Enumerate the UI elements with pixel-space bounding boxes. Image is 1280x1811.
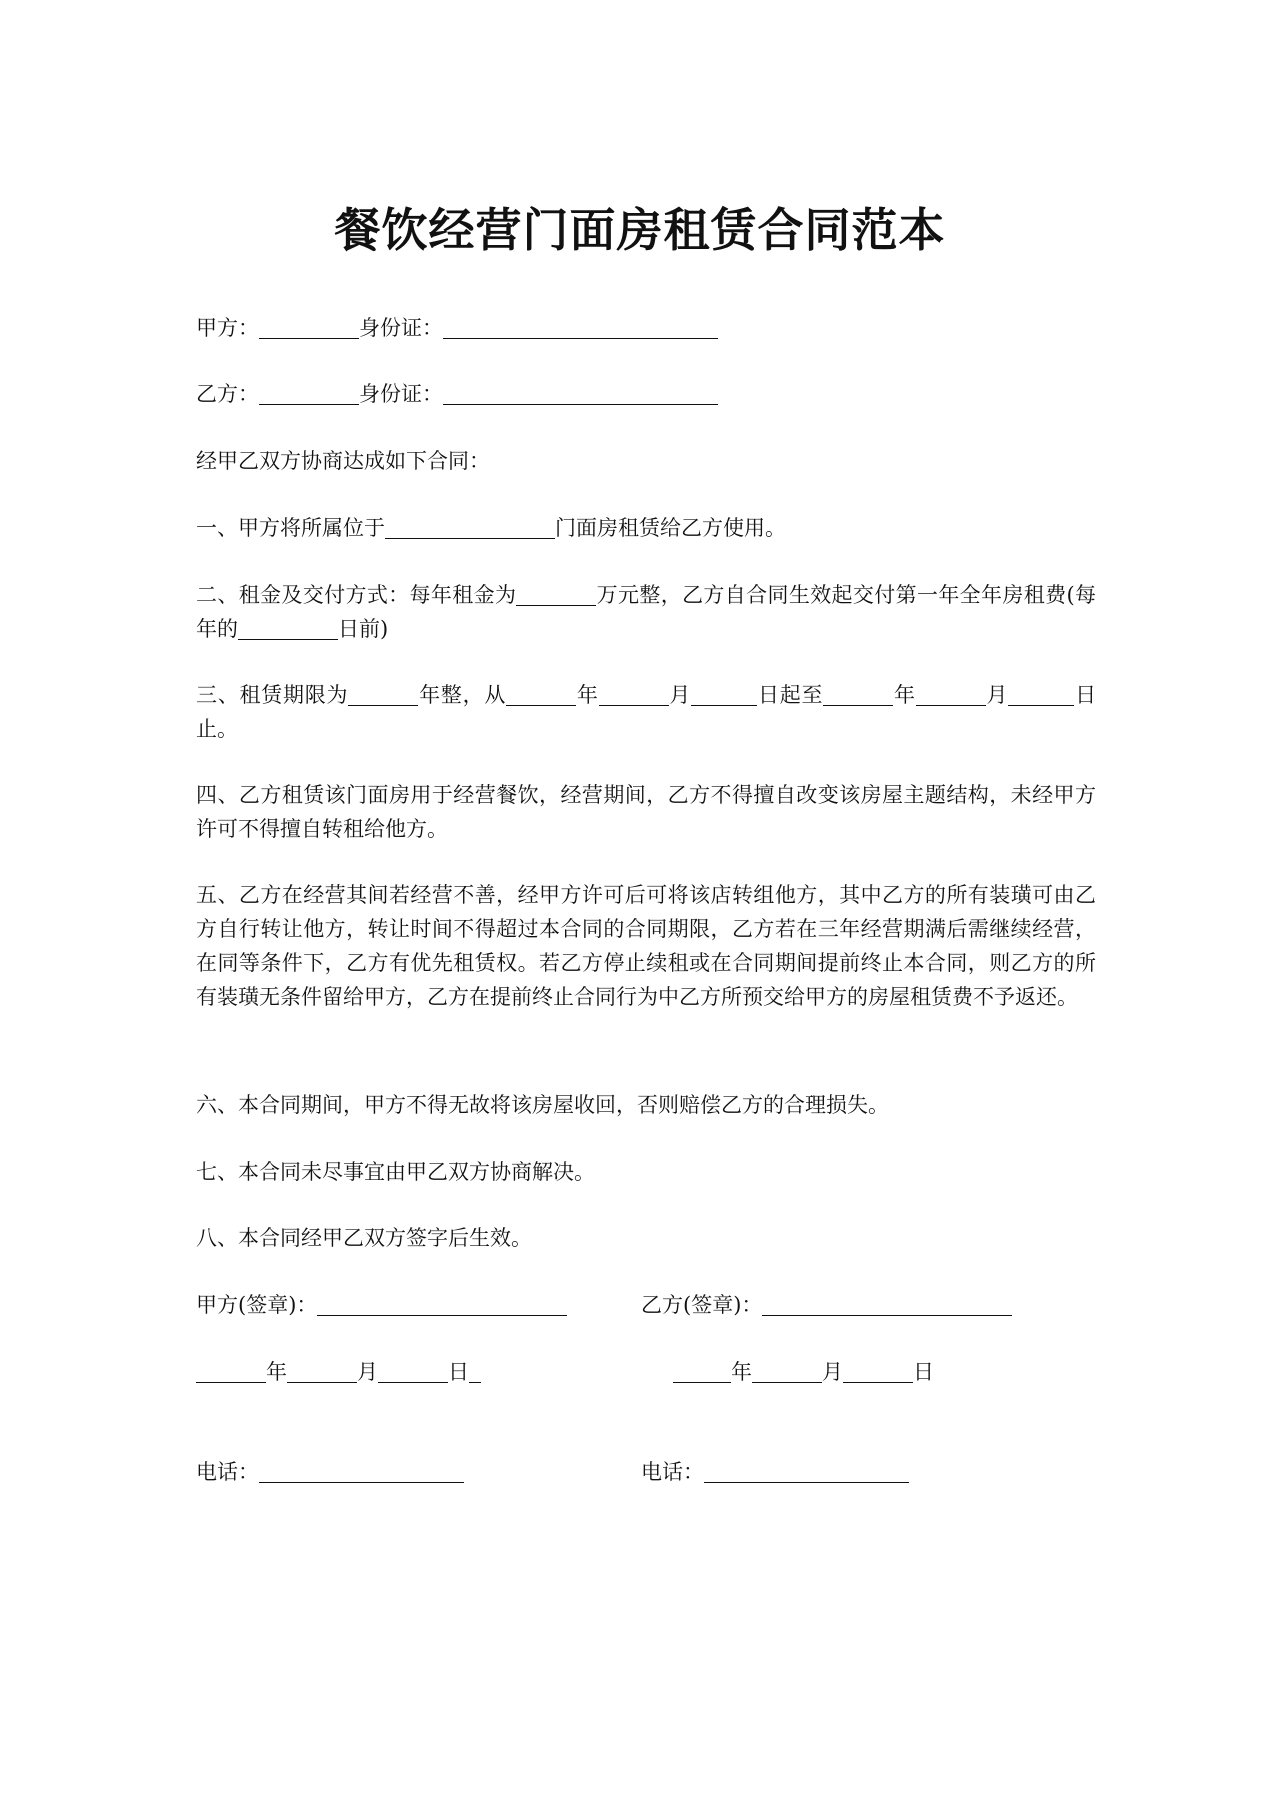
party-b-signature-label: 乙方(签章)： xyxy=(641,1293,763,1317)
party-a-date-year-label: 年 xyxy=(266,1360,287,1384)
party-a-date-day-field[interactable] xyxy=(378,1358,448,1383)
property-location-field[interactable] xyxy=(385,514,555,539)
clause-3-year: 年 xyxy=(576,683,599,707)
party-a-line xyxy=(196,311,718,345)
party-b-phone-field[interactable] xyxy=(704,1458,909,1483)
party-b-signature-field[interactable] xyxy=(762,1291,1012,1316)
party-a-label: 甲方： xyxy=(196,316,259,340)
party-b-name-field[interactable] xyxy=(259,380,359,405)
clause-2-part2: 万元整，乙方自合同生效起交付第一年全年房租费(每年的 xyxy=(196,583,1096,641)
party-b-phone-line xyxy=(641,1455,909,1489)
clause-3-month2: 月 xyxy=(985,683,1009,707)
end-day-field[interactable] xyxy=(1008,681,1074,706)
party-b-date-line xyxy=(673,1355,934,1389)
page-title: 餐饮经营门面房租赁合同范本 xyxy=(334,203,946,257)
clause-2 xyxy=(196,578,1096,646)
party-a-signature-label: 甲方(签章)： xyxy=(196,1293,318,1317)
clause-2-part1: 二、租金及交付方式：每年租金为 xyxy=(196,583,517,607)
party-b-date-day-label: 日 xyxy=(913,1360,934,1384)
party-b-id-field[interactable] xyxy=(443,380,718,405)
clause-7: 七、本合同未尽事宜由甲乙双方协商解决。 xyxy=(196,1160,595,1184)
clause-2-part3: 日前) xyxy=(338,617,389,641)
party-a-date-month-label: 月 xyxy=(357,1360,378,1384)
lease-years-field[interactable] xyxy=(348,681,418,706)
party-b-date-year-label: 年 xyxy=(731,1360,752,1384)
party-a-date-day-label: 日 xyxy=(448,1360,469,1384)
start-year-field[interactable] xyxy=(506,681,576,706)
clause-1-before: 一、甲方将所属位于 xyxy=(196,516,385,540)
party-b-date-month-label: 月 xyxy=(822,1360,843,1384)
party-a-phone-line xyxy=(196,1455,464,1489)
party-b-phone-label: 电话： xyxy=(641,1460,704,1484)
party-b-signature-line xyxy=(641,1288,1012,1322)
party-b-line xyxy=(196,377,718,411)
end-month-field[interactable] xyxy=(916,681,986,706)
clause-1 xyxy=(196,511,786,545)
party-a-phone-label: 电话： xyxy=(196,1460,259,1484)
clause-3-part1: 三、租赁期限为 xyxy=(196,683,349,707)
end-year-field[interactable] xyxy=(823,681,893,706)
party-a-name-field[interactable] xyxy=(259,314,359,339)
clause-3-part2: 年整，从 xyxy=(418,683,507,707)
trailing-underline xyxy=(469,1358,481,1383)
party-b-id-label: 身份证： xyxy=(359,382,443,406)
clause-8: 八、本合同经甲乙双方签字后生效。 xyxy=(196,1226,532,1250)
party-a-date-month-field[interactable] xyxy=(287,1358,357,1383)
party-a-signature-line xyxy=(196,1288,567,1322)
clause-3-year2: 年 xyxy=(893,683,916,707)
clause-6: 六、本合同期间，甲方不得无故将该房屋收回，否则赔偿乙方的合理损失。 xyxy=(196,1093,889,1117)
intro-text: 经甲乙双方协商达成如下合同： xyxy=(196,449,490,473)
party-b-date-month-field[interactable] xyxy=(752,1358,822,1383)
party-b-date-year-field[interactable] xyxy=(673,1358,731,1383)
party-a-phone-field[interactable] xyxy=(259,1458,464,1483)
payment-date-field[interactable] xyxy=(238,615,338,640)
party-a-date-year-field[interactable] xyxy=(196,1358,266,1383)
clause-3 xyxy=(196,678,1096,746)
clause-3-day-from: 日起至 xyxy=(757,683,824,707)
party-a-date-line xyxy=(196,1355,481,1389)
clause-4: 四、乙方租赁该门面房用于经营餐饮，经营期间，乙方不得擅自改变该房屋主题结构，未经甲方许可不得擅自转租给他方。 xyxy=(196,783,1096,841)
clause-3-month: 月 xyxy=(668,683,692,707)
start-day-field[interactable] xyxy=(691,681,757,706)
clause-5: 五、乙方在经营其间若经营不善，经甲方许可后可将该店转组他方，其中乙方的所有装璜可由乙方自行转让他方，转让时间不得超过本合同的合同期限，乙方若在三年经营期满后需继续经营，在同等条件下，乙方有优先租赁权。若乙方停止续租或在合同期间提前终止本合同，则乙方的所有装璜无条件留给甲方，乙方在提前终止合同行为中乙方所预交给甲方的房屋租赁费不予返还。 xyxy=(196,883,1096,1009)
party-a-id-field[interactable] xyxy=(443,314,718,339)
annual-rent-field[interactable] xyxy=(516,581,596,606)
party-b-label: 乙方： xyxy=(196,382,259,406)
clause-3-end: 日止。 xyxy=(196,683,1097,741)
start-month-field[interactable] xyxy=(599,681,669,706)
clause-1-after: 门面房租赁给乙方使用。 xyxy=(555,516,786,540)
party-a-signature-field[interactable] xyxy=(317,1291,567,1316)
party-a-id-label: 身份证： xyxy=(359,316,443,340)
party-b-date-day-field[interactable] xyxy=(843,1358,913,1383)
